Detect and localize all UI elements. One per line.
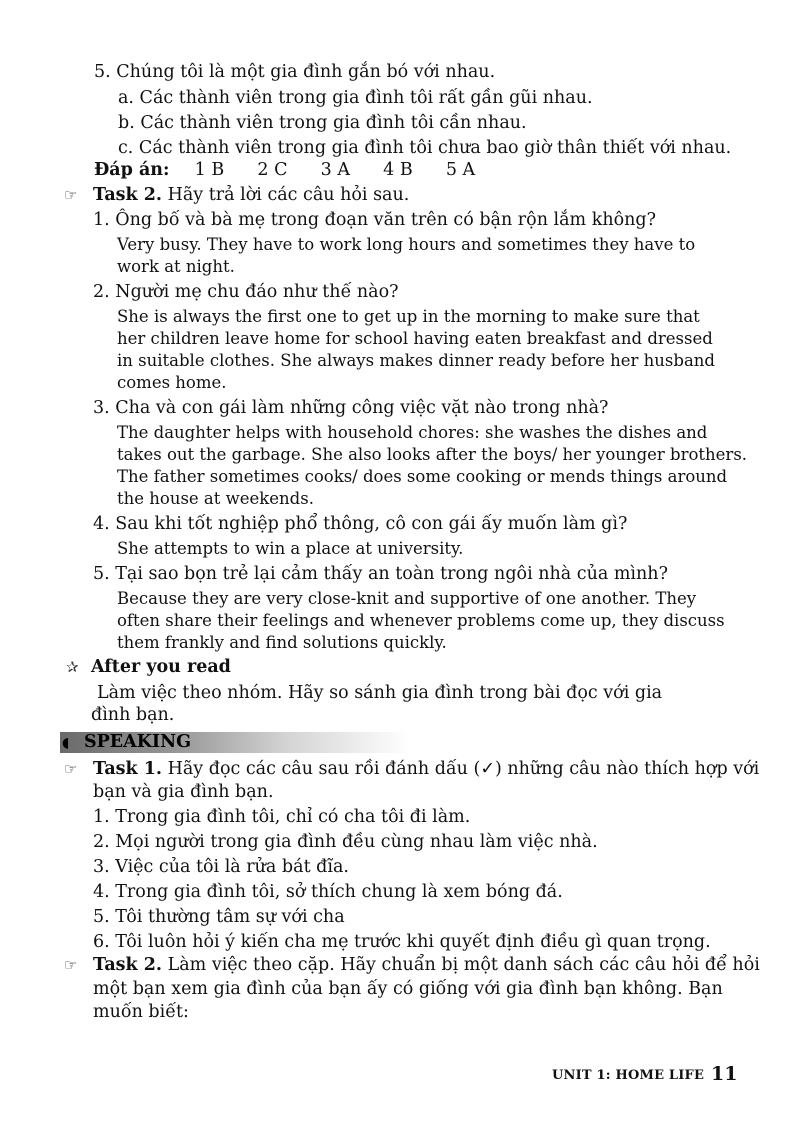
star-icon: ✰ xyxy=(66,658,79,676)
task2-answer-line: takes out the garbage. She also looks after the boys/ her younger brothers. xyxy=(117,445,748,464)
task2-answer-line: work at night. xyxy=(117,257,235,276)
speaking-task1-label: Task 1. xyxy=(93,759,163,779)
task2-question: 1. Ông bố và bà mẹ trong đoạn văn trên có bận rộn lắm không? xyxy=(93,210,656,230)
pointing-hand-icon: ☞ xyxy=(64,956,78,974)
task2-answer-line: the house at weekends. xyxy=(117,489,314,508)
task2-answer-line: The daughter helps with household chores: she washes the dishes and xyxy=(117,423,708,442)
pointing-hand-icon: ☞ xyxy=(64,760,78,778)
answer-key-item: 4 B xyxy=(383,160,413,180)
task2-instruction: Hãy trả lời các câu hỏi sau. xyxy=(167,185,410,205)
speaking-title: SPEAKING xyxy=(84,732,192,752)
answer-key-item: 5 A xyxy=(445,160,476,180)
q5-option-b: b. Các thành viên trong gia đình tôi cần nhau. xyxy=(118,113,527,133)
speaking-task2-instruction-cont: một bạn xem gia đình của bạn ấy có giống với gia đình bạn không. Bạn xyxy=(93,979,723,999)
speaking-task1-item: 1. Trong gia đình tôi, chỉ có cha tôi đi làm. xyxy=(93,807,471,827)
speaking-task1-item: 4. Trong gia đình tôi, sở thích chung là xem bóng đá. xyxy=(93,882,563,902)
speaker-icon: ◖ xyxy=(62,735,70,751)
answer-key-item: 3 A xyxy=(320,160,350,180)
after-read-text: đình bạn. xyxy=(91,705,175,725)
speaking-task1-item: 6. Tôi luôn hỏi ý kiến cha mẹ trước khi quyết định điều gì quan trọng. xyxy=(93,932,711,952)
after-read-title: After you read xyxy=(91,657,231,677)
speaking-task2-label: Task 2. xyxy=(93,955,163,975)
speaking-task2-heading xyxy=(93,954,760,976)
answer-key-item: 1 B xyxy=(194,160,225,180)
speaking-task2-instruction: Làm việc theo cặp. Hãy chuẩn bị một danh sách các câu hỏi để hỏi xyxy=(167,955,760,975)
task2-answer-line: She is always the first one to get up in the morning to make sure that xyxy=(117,307,700,326)
answer-key-row xyxy=(94,159,475,181)
task2-answer-line: The father sometimes cooks/ does some cooking or mends things around xyxy=(117,467,728,486)
task2-heading xyxy=(93,184,409,206)
task2-answer-line: She attempts to win a place at university. xyxy=(117,539,464,558)
pointing-hand-icon: ☞ xyxy=(64,186,78,204)
q5-question: 5. Chúng tôi là một gia đình gắn bó với nhau. xyxy=(94,62,496,82)
task2-answer-line: her children leave home for school having eaten breakfast and dressed xyxy=(117,329,713,348)
task2-answer-line: in suitable clothes. She always makes dinner ready before her husband xyxy=(117,351,715,370)
q5-option-c: c. Các thành viên trong gia đình tôi chưa bao giờ thân thiết với nhau. xyxy=(118,138,732,158)
speaking-task1-instruction-cont: bạn và gia đình bạn. xyxy=(93,782,274,802)
page-number: 11 xyxy=(711,1063,738,1085)
task2-question: 2. Người mẹ chu đáo như thế nào? xyxy=(93,282,399,302)
answer-key-item: 2 C xyxy=(257,160,288,180)
speaking-task1-item: 2. Mọi người trong gia đình đều cùng nhau làm việc nhà. xyxy=(93,832,598,852)
speaking-task1-item: 5. Tôi thường tâm sự với cha xyxy=(93,907,345,927)
task2-label: Task 2. xyxy=(93,185,163,205)
task2-answer-line: them frankly and find solutions quickly. xyxy=(117,633,447,652)
speaking-task1-item: 3. Việc của tôi là rửa bát đĩa. xyxy=(93,857,349,877)
task2-question: 3. Cha và con gái làm những công việc vặt nào trong nhà? xyxy=(93,398,609,418)
task2-answer-line: comes home. xyxy=(117,373,227,392)
speaking-task1-instruction: Hãy đọc các câu sau rồi đánh dấu (✓) những câu nào thích hợp với xyxy=(167,759,760,779)
after-read-text: Làm việc theo nhóm. Hãy so sánh gia đình trong bài đọc với gia xyxy=(97,683,663,703)
task2-question: 5. Tại sao bọn trẻ lại cảm thấy an toàn trong ngôi nhà của mình? xyxy=(93,564,668,584)
task2-answer-line: Because they are very close-knit and supportive of one another. They xyxy=(117,589,697,608)
running-footer-unit: UNIT 1: HOME LIFE xyxy=(552,1068,705,1083)
q5-option-a: a. Các thành viên trong gia đình tôi rất gần gũi nhau. xyxy=(118,88,593,108)
speaking-task2-instruction-cont: muốn biết: xyxy=(93,1002,189,1022)
task2-question: 4. Sau khi tốt nghiệp phổ thông, cô con gái ấy muốn làm gì? xyxy=(93,514,628,534)
task2-answer-line: often share their feelings and whenever problems come up, they discuss xyxy=(117,611,725,630)
task2-answer-line: Very busy. They have to work long hours and sometimes they have to xyxy=(117,235,696,254)
answer-key-label: Đáp án: xyxy=(94,160,170,180)
speaking-task1-heading xyxy=(93,758,759,780)
